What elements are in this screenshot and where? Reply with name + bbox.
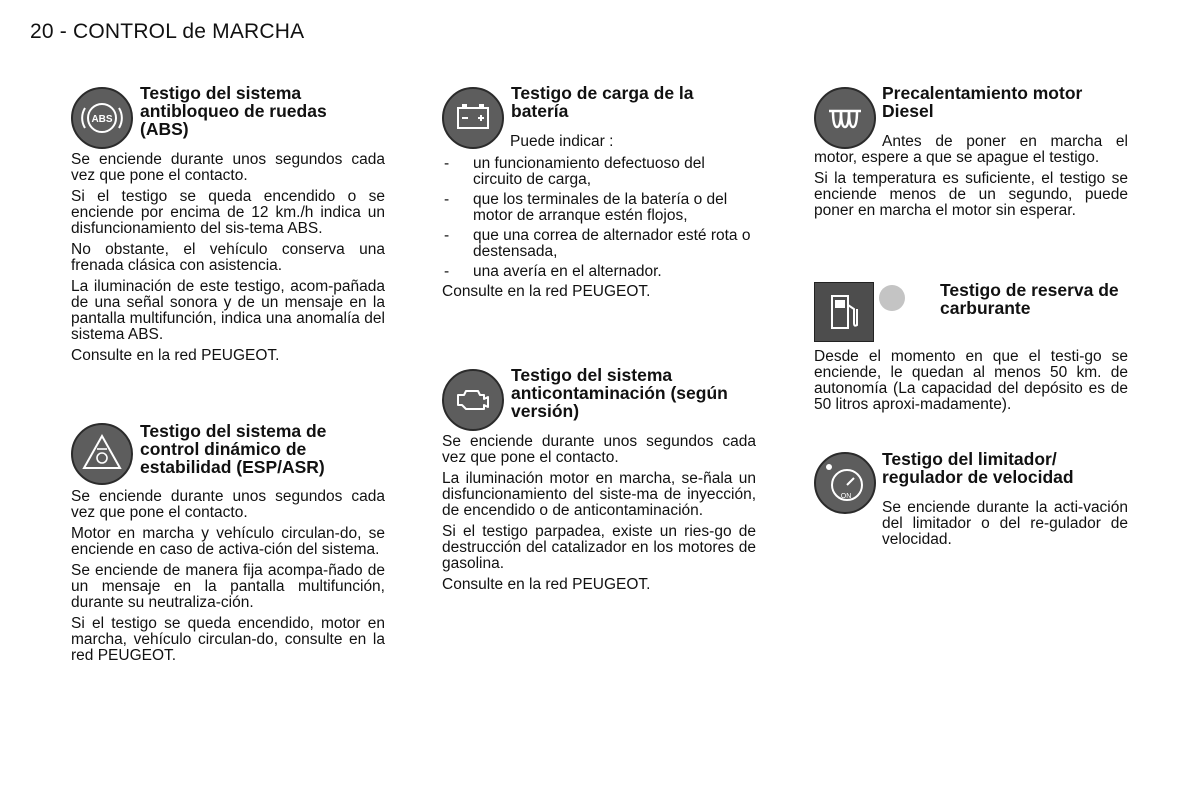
abs-paragraph: Si el testigo se queda encendido o se enciende por encima de 12 km./h indica un disfuncionamiento del sis-tema ABS. [71, 188, 385, 237]
battery-intro: Puede indicar : [510, 133, 614, 150]
esp-section-body [71, 489, 385, 669]
esp-paragraph: Se enciende de manera fija acompa-ñado de un mensaje en la pantalla multifunción, durante su neutraliza-ción. [71, 562, 385, 611]
list-item: - que una correa de alternador esté rota o destensada, [442, 228, 756, 260]
svg-text:ON: ON [840, 493, 852, 500]
abs-paragraph: No obstante, el vehículo conserva una frenada clásica con asistencia. [71, 241, 385, 274]
speed-section-body [882, 500, 1128, 553]
abs-icon-label: ABS [91, 114, 113, 125]
esp-section-title: Testigo del sistema de control dinámico de estabilidad (ESP/ASR) [140, 421, 327, 477]
abs-paragraph: Se enciende durante unos segundos cada vez que pone el contacto. [71, 151, 385, 184]
speed-limiter-icon [814, 452, 876, 514]
indicator-light-dot [879, 285, 905, 311]
battery-section-title: Testigo de carga de la batería [511, 83, 694, 121]
diesel-paragraph: Si la temperatura es suficiente, el testigo se enciende menos de un segundo, puede poner en marcha el motor sin esperar. [814, 170, 1128, 219]
abs-paragraph: La iluminación de este testigo, acom-pañada de una señal sonora y de un mensaje en la pantalla multifunción, indica una anomalía del sistema ABS. [71, 278, 385, 343]
esp-paragraph: Si el testigo se queda encendido, motor en marcha, vehículo circulan-do, consulte en la red PEUGEOT. [71, 615, 385, 664]
diesel-paragraph: Antes de poner en marcha el motor, espere a que se apague el testigo. [814, 133, 1128, 166]
emissions-section-title: Testigo del sistema anticontaminación (según versión) [511, 365, 728, 421]
list-item: - que los terminales de la batería o del motor de arranque estén flojos, [442, 192, 756, 224]
emissions-paragraph: Se enciende durante unos segundos cada vez que pone el contacto. [442, 433, 756, 466]
esp-asr-warning-icon [71, 423, 133, 485]
emissions-paragraph: Consulte en la red PEUGEOT. [442, 576, 651, 593]
abs-warning-icon [71, 87, 133, 149]
battery-causes-list [442, 156, 756, 280]
battery-section-body [442, 134, 756, 305]
fuel-paragraph: Desde el momento en que el testi-go se enciende, le quedan al menos 50 km. de autonomía (La capacidad del depósito es de 50 litros aproxi-madamente). [814, 348, 1128, 413]
fuel-section-title: Testigo de reserva de carburante [940, 280, 1119, 318]
fuel-reserve-icon [814, 282, 874, 342]
battery-footer: Consulte en la red PEUGEOT. [442, 283, 651, 300]
speed-paragraph: Se enciende durante la acti-vación del limitador o del re-gulador de velocidad. [882, 499, 1128, 548]
esp-paragraph: Se enciende durante unos segundos cada vez que pone el contacto. [71, 488, 385, 521]
esp-paragraph: Motor en marcha y vehículo circulan-do, se enciende en caso de activa-ción del sistema. [71, 525, 385, 558]
emissions-paragraph: La iluminación motor en marcha, se-ñala un disfuncionamiento del siste-ma de inyección, de encendido o de anticontaminación. [442, 470, 756, 519]
abs-section-title: Testigo del sistema antibloqueo de ruedas (ABS) [140, 83, 327, 139]
engine-emissions-warning-icon [442, 369, 504, 431]
abs-paragraph: Consulte en la red PEUGEOT. [71, 347, 280, 364]
list-item: - una avería en el alternador. [442, 264, 756, 280]
fuel-section-body [814, 349, 1128, 418]
diesel-section-body [814, 134, 1128, 224]
diesel-section-title: Precalentamiento motor Diesel [882, 83, 1083, 121]
emissions-section-body [442, 434, 756, 598]
page-title: 20 - CONTROL de MARCHA [30, 20, 305, 43]
abs-section-body [71, 152, 385, 369]
speed-section-title: Testigo del limitador/ regulador de velocidad [882, 449, 1074, 487]
list-item: - un funcionamiento defectuoso del circuito de carga, [442, 156, 756, 188]
emissions-paragraph: Si el testigo parpadea, existe un ries-go de destrucción del catalizador en los motores de gasolina. [442, 523, 756, 572]
